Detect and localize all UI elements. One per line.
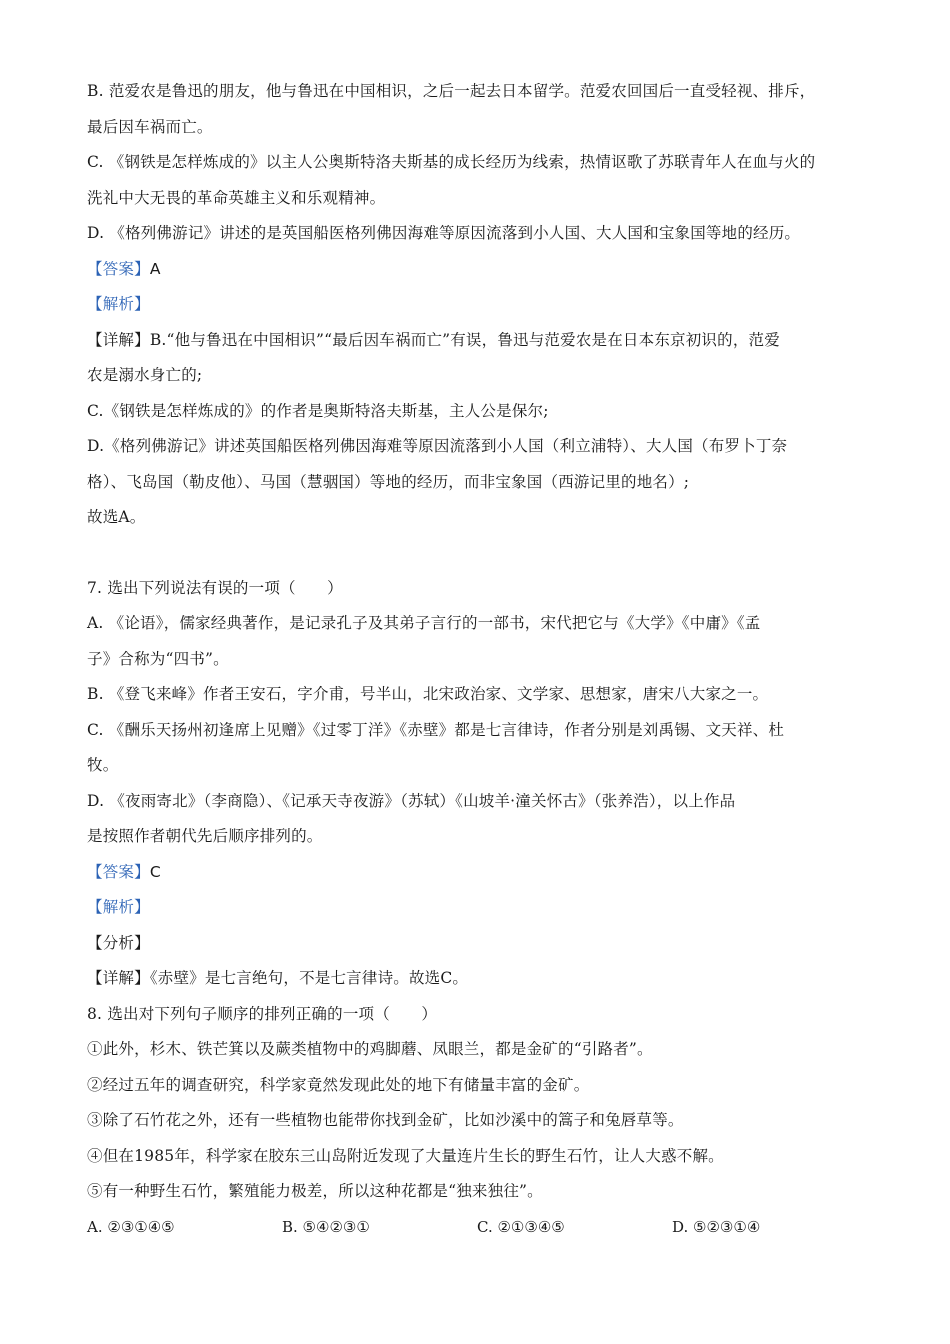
q7-option-d-line1: D. 《夜雨寄北》（李商隐）、《记承天寺夜游》（苏轼）《山坡羊·潼关怀古》（张养浩），以上作品 (87, 791, 736, 810)
document-page (87, 74, 867, 1245)
q7-stem: 7. 选出下列说法有误的一项（ ） (87, 578, 343, 597)
q6-detail-line3: C.《钢铁是怎样炼成的》的作者是奥斯特洛夫斯基，主人公是保尔; (87, 401, 549, 420)
detail-text: B.“他与鲁迅在中国相识”“最后因车祸而亡”有误，鲁迅与范爱农是在日本东京初识的，范爱 (149, 330, 780, 349)
q7-option-b-line1: B. 《登飞来峰》作者王安石，字介甫，号半山，北宋政治家、文学家、思想家，唐宋八大家之一。 (87, 685, 769, 703)
detail-text: 《赤壁》是七言绝句，不是七言律诗。故选C。 (149, 969, 469, 987)
q8-option-a: A. ②③①④⑤ (87, 1217, 175, 1236)
q7-fenxi (87, 926, 867, 962)
q8-option-d: D. ⑤②③①④ (672, 1217, 761, 1236)
q7-option-c-line2: 牧。 (87, 756, 119, 774)
analysis-tag: 【解析】 (87, 295, 150, 313)
q6-option-b-line2: 最后因车祸而亡。 (87, 117, 213, 136)
q6-detail-line1 (87, 323, 867, 359)
q8-option-b: B. ⑤④②③① (282, 1217, 370, 1236)
q7-option-a-line1: A. 《论语》，儒家经典著作，是记录孔子及其弟子言行的一部书，宋代把它与《大学》《中庸》《孟 (87, 614, 761, 632)
q7-answer (87, 855, 867, 891)
q6-option-c-line2: 洗礼中大无畏的革命英雄主义和乐观精神。 (87, 188, 386, 207)
detail-tag: 【详解】 (87, 330, 150, 349)
q7-option-a-line2: 子》合称为“四书”。 (87, 649, 229, 668)
answer-value: C (149, 862, 161, 881)
q7-option-c-line1: C. 《酬乐天扬州初逢席上见赠》《过零丁洋》《赤壁》都是七言律诗，作者分别是刘禹锡、文天祥、杜 (87, 720, 785, 739)
answer-tag: 【答案】 (87, 862, 150, 881)
q8-sentence-4: ④但在1985年，科学家在胶东三山岛附近发现了大量连片生长的野生石竹，让人大惑不解。 (87, 1146, 724, 1165)
spacer (87, 536, 867, 571)
q6-answer (87, 252, 867, 288)
q8-stem: 8. 选出对下列句子顺序的排列正确的一项（ ） (87, 1004, 438, 1023)
q6-option-d-line1: D. 《格列佛游记》讲述的是英国船医格列佛因海难等原因流落到小人国、大人国和宝象国等地的经历。 (87, 224, 801, 242)
q7-detail (87, 961, 867, 997)
detail-tag: 【详解】 (87, 969, 150, 987)
q6-detail-line2: 农是溺水身亡的; (87, 366, 203, 384)
answer-tag: 【答案】 (87, 259, 150, 278)
answer-value: A (149, 259, 161, 278)
q8-sentence-1: ①此外，杉木、铁芒箕以及蕨类植物中的鸡脚蘑、凤眼兰，都是金矿的“引路者”。 (87, 1040, 653, 1058)
q6-option-c-line1: C. 《钢铁是怎样炼成的》以主人公奥斯特洛夫斯基的成长经历为线索，热情讴歌了苏联青年人在血与火的 (87, 153, 816, 171)
q6-option-b-line1: B. 范爱农是鲁迅的朋友，他与鲁迅在中国相识，之后一起去日本留学。范爱农回国后一直受轻视、排斥， (87, 82, 816, 100)
q7-option-d-line2: 是按照作者朝代先后顺序排列的。 (87, 827, 323, 845)
q8-option-c: C. ②①③④⑤ (477, 1217, 565, 1236)
q6-analysis (87, 287, 867, 323)
q8-sentence-5: ⑤有一种野生石竹，繁殖能力极差，所以这种花都是“独来独往”。 (87, 1182, 543, 1200)
analysis-tag: 【解析】 (87, 898, 150, 916)
q6-detail-line6: 故选A。 (87, 508, 146, 526)
q8-sentence-3: ③除了石竹花之外，还有一些植物也能带你找到金矿，比如沙溪中的篙子和兔唇草等。 (87, 1111, 684, 1129)
q8-sentence-2: ②经过五年的调查研究，科学家竟然发现此处的地下有储量丰富的金矿。 (87, 1075, 590, 1094)
q6-detail-line4: D.《格列佛游记》讲述英国船医格列佛因海难等原因流落到小人国（利立浦特）、大人国（布罗卜丁奈 (87, 437, 788, 455)
fenxi-tag: 【分析】 (87, 933, 150, 952)
q7-analysis (87, 890, 867, 926)
q8-options (87, 1210, 867, 1246)
q6-detail-line5: 格）、飞岛国（勒皮他）、马国（慧骃国）等地的经历，而非宝象国（西游记里的地名）; (87, 472, 690, 491)
